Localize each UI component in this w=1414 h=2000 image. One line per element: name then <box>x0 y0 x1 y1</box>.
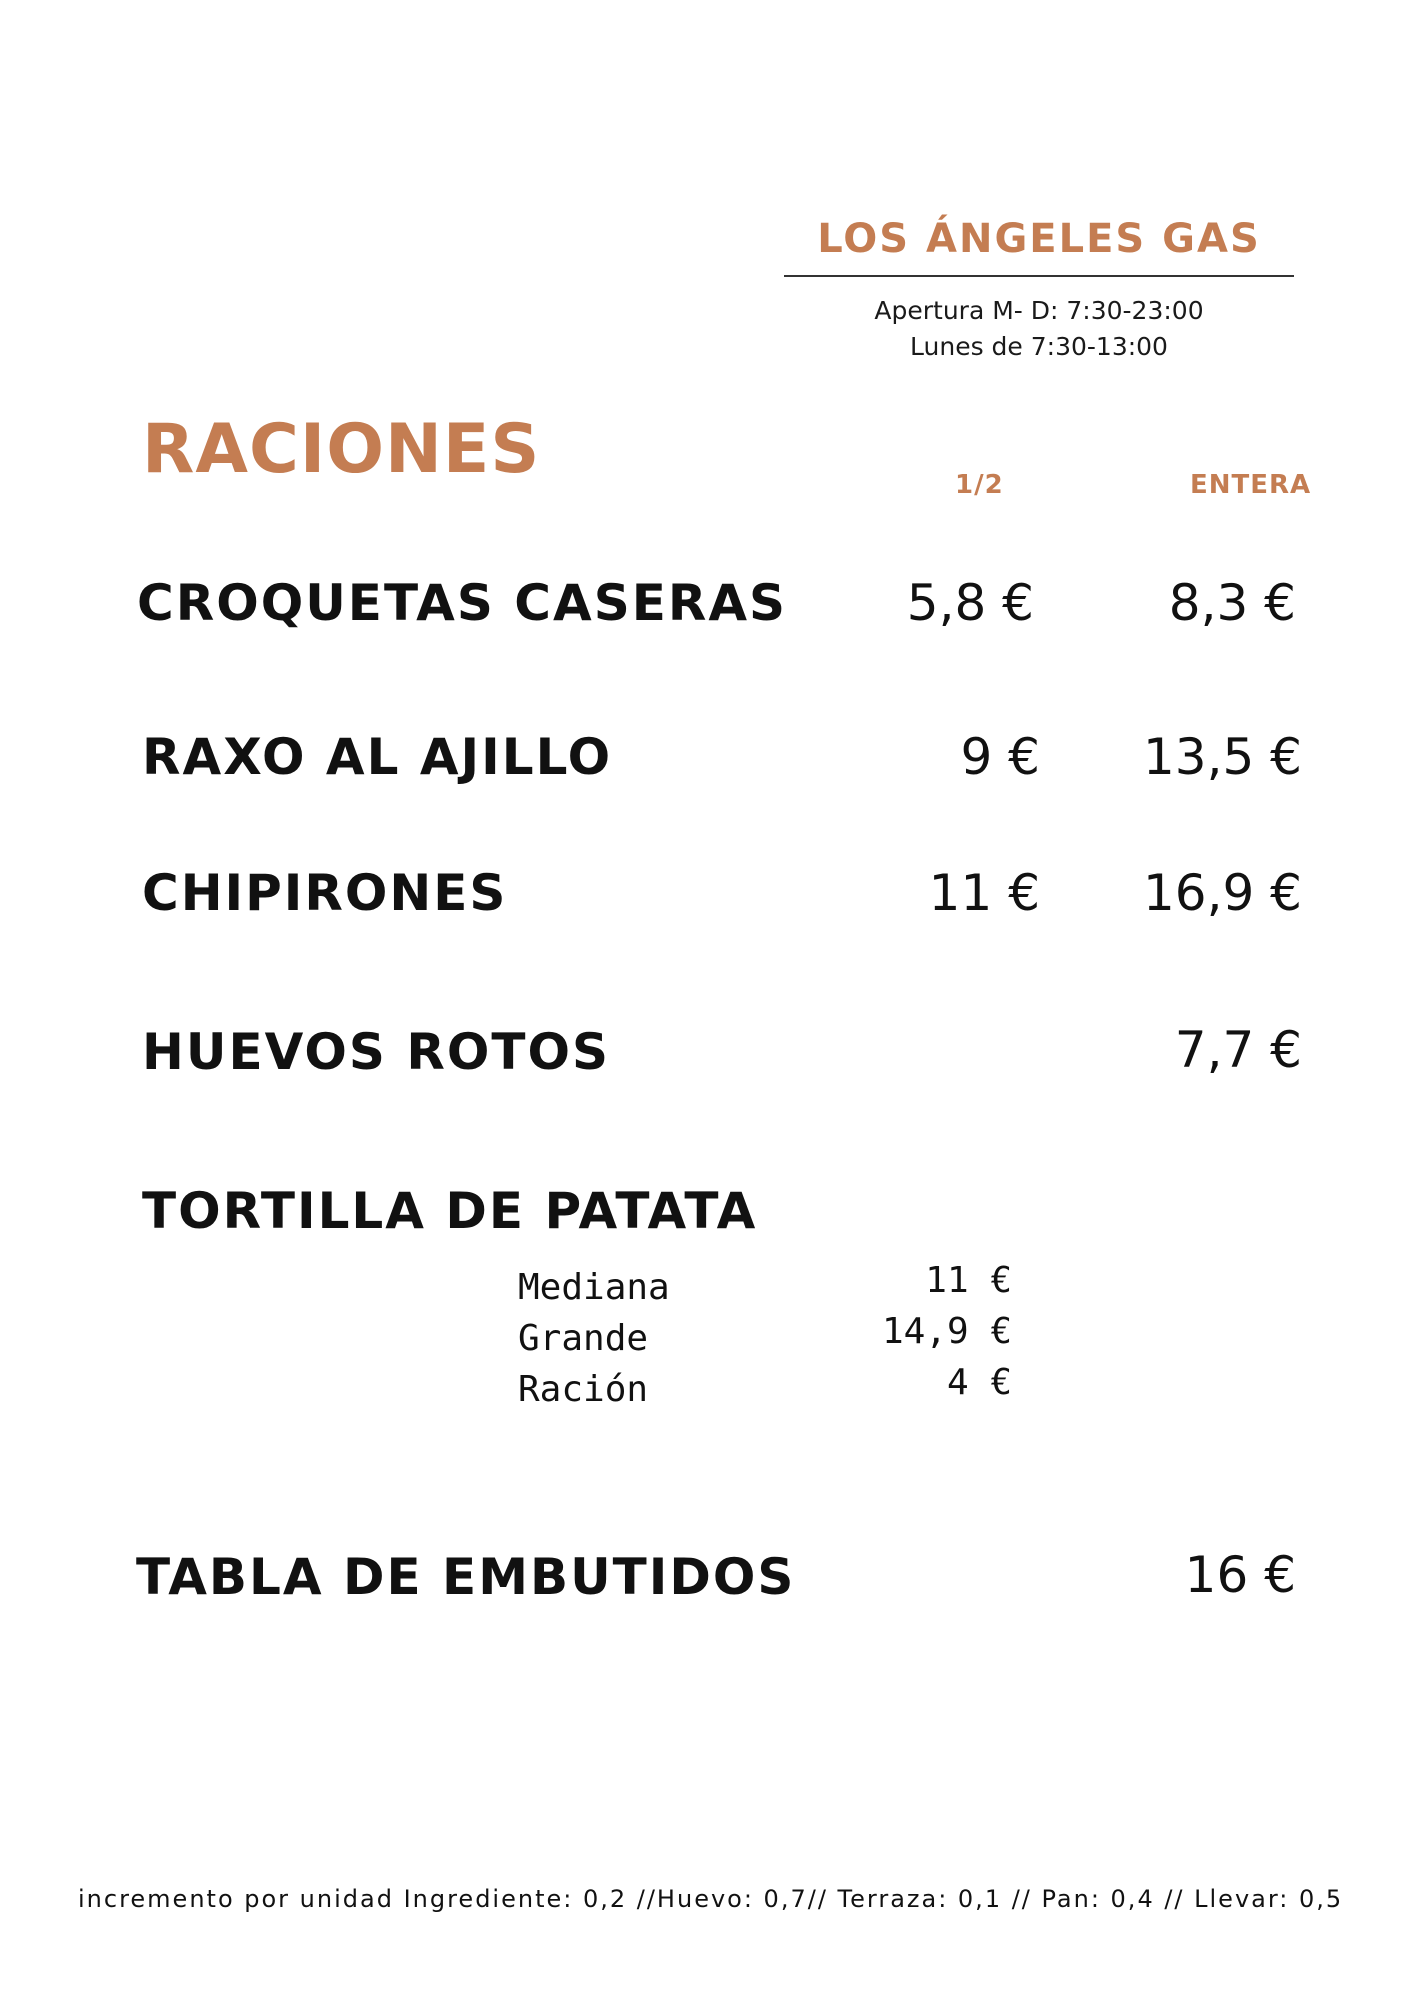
menu-item-price-full: 8,3 € <box>1168 574 1296 632</box>
menu-item-price-full: 16 € <box>1184 1546 1296 1604</box>
menu-item-name: TABLA DE EMBUTIDOS <box>136 1548 796 1606</box>
menu-item-price-half: 11 € <box>928 864 1040 922</box>
monday-hours: Lunes de 7:30-13:00 <box>910 332 1168 361</box>
menu-item-name: CHIPIRONES <box>142 864 508 922</box>
menu-item-name: TORTILLA DE PATATA <box>142 1182 758 1240</box>
menu-item-price-half: 9 € <box>960 728 1040 786</box>
opening-hours: Apertura M- D: 7:30-23:00 <box>874 296 1204 325</box>
size-price: 11 € <box>925 1260 1012 1301</box>
column-header-half: 1/2 <box>955 470 1004 500</box>
menu-item-price-full: 16,9 € <box>1142 864 1302 922</box>
section-title: RACIONES <box>142 410 541 489</box>
size-label: Mediana <box>518 1267 670 1308</box>
size-label: Grande <box>518 1318 649 1359</box>
size-price: 4 € <box>946 1362 1012 1403</box>
menu-item-price-full: 13,5 € <box>1142 728 1302 786</box>
menu-item-price-half: 5,8 € <box>906 574 1034 632</box>
menu-item-price-full: 7,7 € <box>1174 1021 1302 1079</box>
size-label: Ración <box>518 1369 649 1410</box>
menu-item-name: RAXO AL AJILLO <box>142 728 613 786</box>
column-header-full: ENTERA <box>1190 470 1312 500</box>
size-price: 14,9 € <box>881 1311 1012 1352</box>
menu-item-name: CROQUETAS CASERAS <box>137 574 788 632</box>
brand-divider <box>784 275 1294 277</box>
menu-item-name: HUEVOS ROTOS <box>142 1023 610 1081</box>
brand-name: LOS ÁNGELES GAS <box>817 216 1261 262</box>
surcharge-note: incremento por unidad Ingrediente: 0,2 //Huevo: 0,7// Terraza: 0,1 // Pan: 0,4 // Llevar: 0,5 <box>78 1885 1344 1913</box>
